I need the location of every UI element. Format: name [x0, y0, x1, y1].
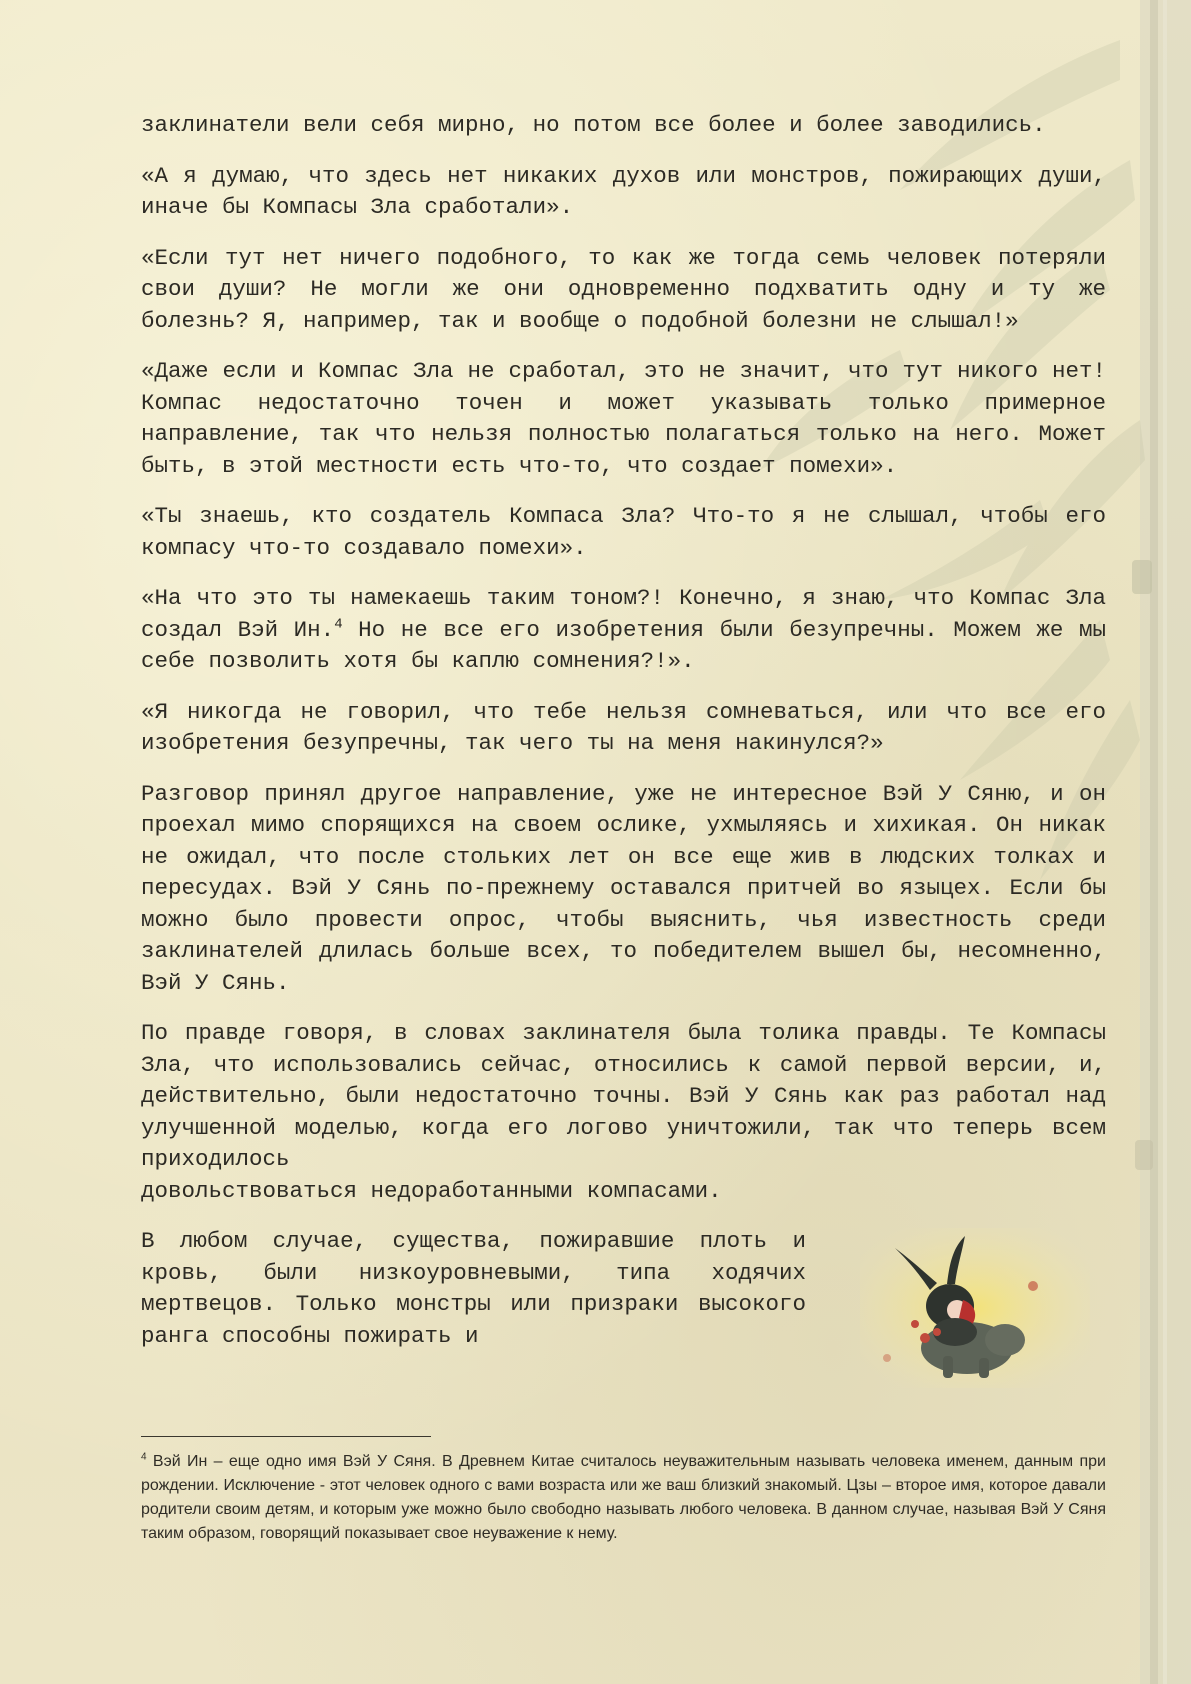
footnote-marker: 4 — [141, 1451, 147, 1463]
paragraph-6-text-before: «На что это ты намекаешь таким тоном?! Конечно, я знаю, что Компас Зла создал Вэй Ин. — [141, 585, 1106, 643]
chibi-character-illustration — [855, 1228, 1095, 1388]
paragraph-6 — [141, 583, 1106, 678]
footnote-reference-marker: 4 — [334, 616, 343, 632]
paragraph-5: «Ты знаешь, кто создатель Компаса Зла? Что-то я не слышал, чтобы его компасу что-то создавало помехи». — [141, 503, 1106, 561]
footnote-text: Вэй Ин – еще одно имя Вэй У Сяня. В Древнем Китае считалось неуважительным называть человека именем, данным при рождении. Исключение - этот человек одного с вами возраста или же ваш близкий знакомый. Цзы – второе имя, которое давали родители своим детям, и которым уже можно было свободно называть любого человека. В данном случае, называя Вэй У Сяня таким образом, говорящий показывает свое неуважение к нему. — [141, 1453, 1106, 1542]
paragraph-2: «А я думаю, что здесь нет никаких духов или монстров, пожирающих души, иначе бы Компасы Зла сработали». — [141, 162, 1106, 220]
paragraph-6-text-after: Но не все его изобретения были безупречны. Можем же мы себе позволить хотя бы каплю сомнения?!». — [141, 616, 1106, 674]
paragraph-3: «Если тут нет ничего подобного, то как же тогда семь человек потеряли свои души? Не могли же они одновременно подхватить одну и ту же болезнь? Я, например, так и вообще о подобной болезни не слышал!» — [141, 244, 1106, 334]
footnote — [141, 1450, 1106, 1546]
paragraph-9-text-end: довольствоваться недоработанными компасами. — [141, 1177, 722, 1204]
paragraph-8: Разговор принял другое направление, уже не интересное Вэй У Сяню, и он проехал мимо спорящихся на своем ослике, ухмыляясь и хихикая. Он никак не ожидал, что после стольких лет он все еще жив в людских толках и пересудах. Вэй У Сянь по-прежнему оставался притчей во языцех. Если бы можно было провести опрос, чтобы выяснить, чья известность среди заклинателей длилась больше всех, то победителем вышел бы, несомненно, Вэй У Сянь. — [141, 780, 1106, 996]
footnote-separator — [141, 1436, 431, 1437]
paragraph-1: заклинатели вели себя мирно, но потом все более и более заводились. — [141, 112, 1046, 138]
main-text-column — [141, 110, 1106, 1371]
paragraph-9-text-main: По правде говоря, в словах заклинателя была толика правды. Те Компасы Зла, что использовались сейчас, относились к самой первой версии, и, действительно, были недостаточно точны. Вэй У Сянь как раз работал над улучшенной моделью, когда его логово уничтожили, так что теперь всем приходилось — [141, 1020, 1106, 1172]
paragraph-4: «Даже если и Компас Зла не сработал, это не значит, что тут никого нет! Компас недостаточно точен и может указывать только примерное направление, так что нельзя полностью полагаться только на него. Может быть, в этой местности есть что-то, что создает помехи». — [141, 358, 1106, 479]
paragraph-9 — [141, 1018, 1106, 1207]
paragraph-7: «Я никогда не говорил, что тебе нельзя сомневаться, или что все его изобретения безупречны, так чего ты на меня накинулся?» — [141, 698, 1106, 756]
paragraph-10: В любом случае, существа, пожиравшие плоть и кровь, были низкоуровневыми, типа ходячих мертвецов. Только монстры или призраки высокого ранга способны пожирать и — [141, 1228, 806, 1349]
